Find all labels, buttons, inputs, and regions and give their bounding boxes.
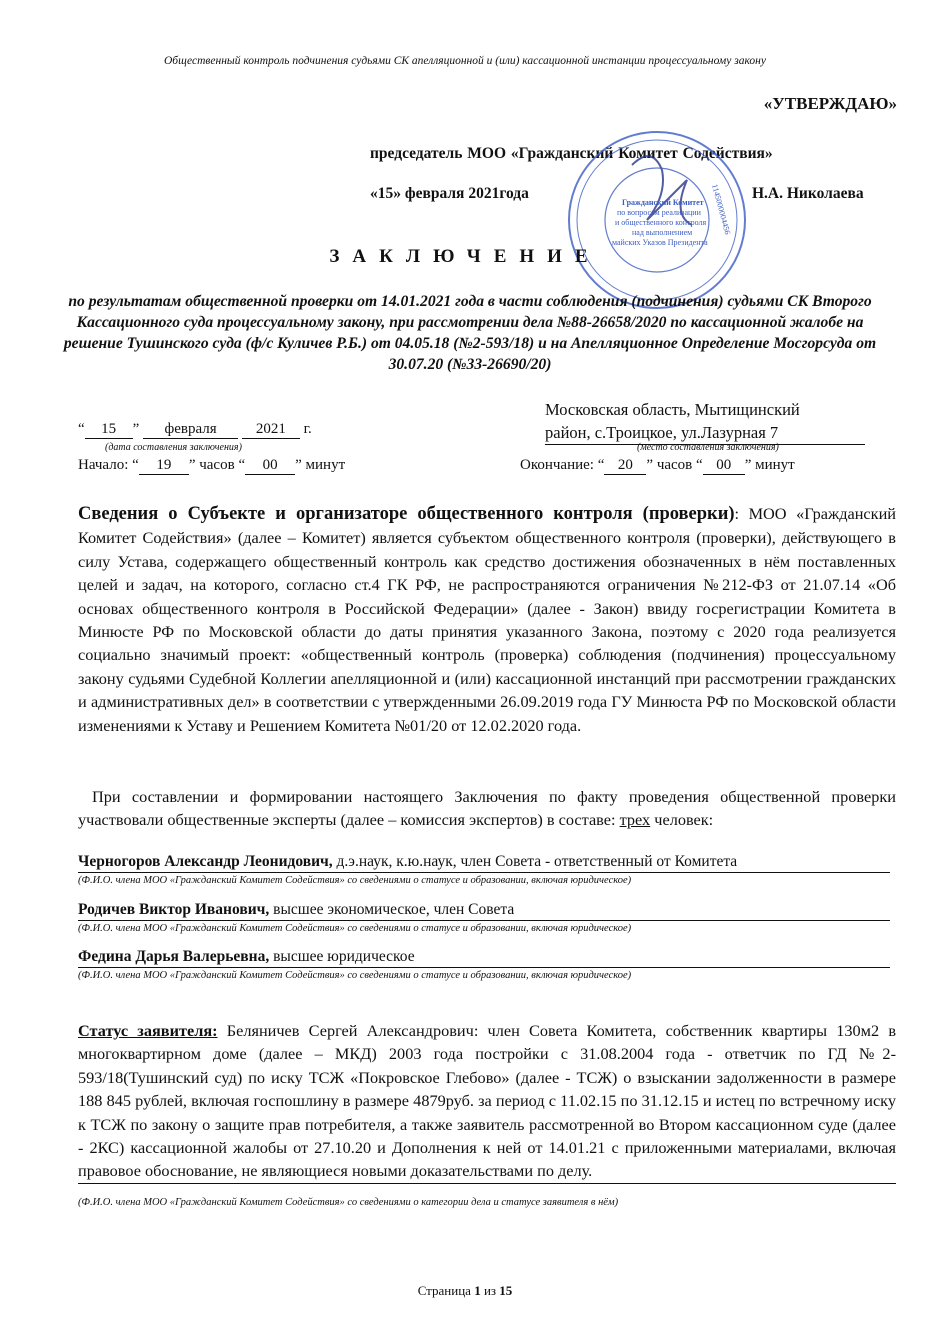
applicant-note: (Ф.И.О. члена МОО «Гражданский Комитет Содействия» со сведениями о категории дела и статусе заявителя в нём) xyxy=(78,1197,619,1208)
svg-text:Гражданский Комитет: Гражданский Комитет xyxy=(622,198,704,207)
end-time-row: Окончание: “ 20 ” часов “ 00 ” минут xyxy=(520,457,795,473)
footer-sep: из xyxy=(480,1283,500,1298)
document-subtitle: по результатам общественной проверки от 14.01.2021 года в части соблюдения (подчинения) судьями СК Второго Кассационного суда процессуальному закону, при рассмотрении дела №88-26658/2020 по кассационной жалобе на решение Тушинского суда (ф/с Куличев Р.Б.) от 04.05.18 (№2-593/18) и на Апелляционное Определение Мосгорсуда от 30.07.20 (№33-26690/20) xyxy=(63,293,877,373)
place-label: (место составления заключения) xyxy=(637,442,779,453)
date-row: “ 15 ” февраля 2021 г. xyxy=(78,421,312,437)
expert-name: Федина Дарья Валерьевна, xyxy=(78,948,270,965)
end-minutes: 00 xyxy=(703,457,745,475)
start-label: Начало: xyxy=(78,457,129,473)
expert-note: (Ф.И.О. члена МОО «Гражданский Комитет Содействия» со сведениями о статусе и образовании, включая юридическое) xyxy=(78,923,632,934)
date-label: (дата составления заключения) xyxy=(105,442,242,453)
svg-text:1145000004456: 1145000004456 xyxy=(710,183,733,236)
seal-stamp xyxy=(562,125,752,315)
start-hours: 19 xyxy=(139,457,189,475)
subject-section xyxy=(78,502,896,737)
experts-intro xyxy=(78,785,896,832)
svg-text:по вопросам реализации: по вопросам реализации xyxy=(617,208,701,217)
end-label: Окончание: xyxy=(520,457,594,473)
chairman-title: председатель МОО «Гражданский Комитет Содействия» xyxy=(370,145,773,162)
expert-note: (Ф.И.О. члена МОО «Гражданский Комитет Содействия» со сведениями о статусе и образовании, включая юридическое) xyxy=(78,970,632,981)
applicant-section xyxy=(78,1019,896,1184)
expert-note: (Ф.И.О. члена МОО «Гражданский Комитет Содействия» со сведениями о статусе и образовании, включая юридическое) xyxy=(78,875,632,886)
expert-name: Родичев Виктор Иванович, xyxy=(78,901,270,918)
footer-prefix: Страница xyxy=(417,1283,475,1298)
expert-info: высшее экономическое, член Совета xyxy=(269,901,515,918)
subject-heading: Сведения о Субъекте и организаторе общественного контроля (проверки) xyxy=(78,504,735,524)
place-block xyxy=(545,398,865,445)
minutes-word: минут xyxy=(755,457,795,473)
date-year: 2021 xyxy=(242,421,300,439)
expert-info: высшее юридическое xyxy=(269,948,415,965)
approve-heading: «УТВЕРЖДАЮ» xyxy=(763,94,897,113)
running-header: Общественный контроль подчинения судьями СК апелляционной и (или) кассационной инстанции процессуальному закону xyxy=(164,55,766,67)
start-time-row: Начало: “ 19 ” часов “ 00 ” минут xyxy=(78,457,346,473)
expert-name: Черногоров Александр Леонидович, xyxy=(78,853,333,870)
place-line-1: Московская область, Мытищинский xyxy=(545,400,800,419)
approval-date: «15» февраля 2021года xyxy=(370,185,529,202)
experts-count: трех xyxy=(619,810,651,830)
start-minutes: 00 xyxy=(245,457,295,475)
minutes-word: минут xyxy=(305,457,346,473)
page-number: 1 xyxy=(474,1283,481,1298)
applicant-text: Беляничев Сергей Александрович: член Совета Комитета, собственник квартиры 130м2 в многоквартирном доме (далее – МКД) 2003 года постройки с 31.08.2004 года - ответчик по ГД №2-593/18(Тушинский суд) по иску ТСЖ «Покровское Глебово» (далее - ТСЖ) о взыскании задолженности в размере 188 845 рублей, включая госпошлину в размере 4879руб. за период с 11.02.15 по 31.12.15 и истец по встречному иску к ТСЖ по закону о защите прав потребителя, а также заявитель рассмотренной во Втором кассационном суде (далее - 2КС) кассационной жалобы от 27.10.20 и Дополнения к ней от 14.01.21 с приложенными материалами, включая правовое обоснование, не являющиеся новыми доказательствами по делу. xyxy=(78,1021,897,1181)
expert-member xyxy=(78,852,890,873)
applicant-label: Статус заявителя: xyxy=(78,1021,218,1040)
expert-member xyxy=(78,947,890,968)
expert-info: д.э.наук, к.ю.наук, член Совета - ответственный от Комитета xyxy=(332,853,738,870)
hours-word: часов xyxy=(656,457,693,473)
end-hours: 20 xyxy=(604,457,646,475)
subject-text: : МОО «Гражданский Комитет Содействия» (далее – Комитет) является субъектом общественного контроля (проверки), действующего в силу Устава, содержащего общественный контроль как средство достижения обозначенных в нём поставленных целей и задач, на которого, согласно ст.4 ГК РФ, не распространяются ограничения №212-ФЗ от 21.07.14 «Об основах общественного контроля в Российской Федерации» (далее - Закон) ввиду госрегистрации Комитета в Минюсте РФ по Московской области до даты принятия указанного Закона, поэтому с 2020 года реализуется социально значимый проект: «общественный контроль (проверка) соблюдения (подчинения) процессуальному закону судьями Судебной Коллегии апелляционной и (или) кассационной инстанций при рассмотрении гражданских и административных дел» в соответствии с утвержденными 26.09.2019 года ГУ Минюста РФ по Московской области изменениями к Уставу и Решением Комитета №01/20 от 12.02.2020 года. xyxy=(78,504,896,735)
experts-intro-text: При составлении и формировании настоящего Заключения по факту проведения общественной проверки участвовали общественные эксперты (далее – комиссия экспертов) в составе: xyxy=(78,787,896,830)
date-month: февраля xyxy=(143,421,238,439)
approver-name: Н.А. Николаева xyxy=(752,185,864,202)
expert-member xyxy=(78,900,890,921)
svg-text:майских Указов Президента: майских Указов Президента xyxy=(612,238,708,247)
hours-word: часов xyxy=(199,457,235,473)
place-line-2: район, с.Троицкое, ул.Лазурная 7 xyxy=(545,421,865,445)
svg-text:и общественного контроля: и общественного контроля xyxy=(615,218,707,227)
page-total: 15 xyxy=(499,1283,513,1298)
svg-text:над выполнением: над выполнением xyxy=(632,228,693,237)
document-title: ЗАКЛЮЧЕНИЕ xyxy=(329,246,601,267)
page-footer xyxy=(0,1283,930,1299)
date-year-suffix: г. xyxy=(303,421,312,437)
experts-intro-end: человек: xyxy=(650,810,714,830)
date-day: 15 xyxy=(85,421,133,439)
